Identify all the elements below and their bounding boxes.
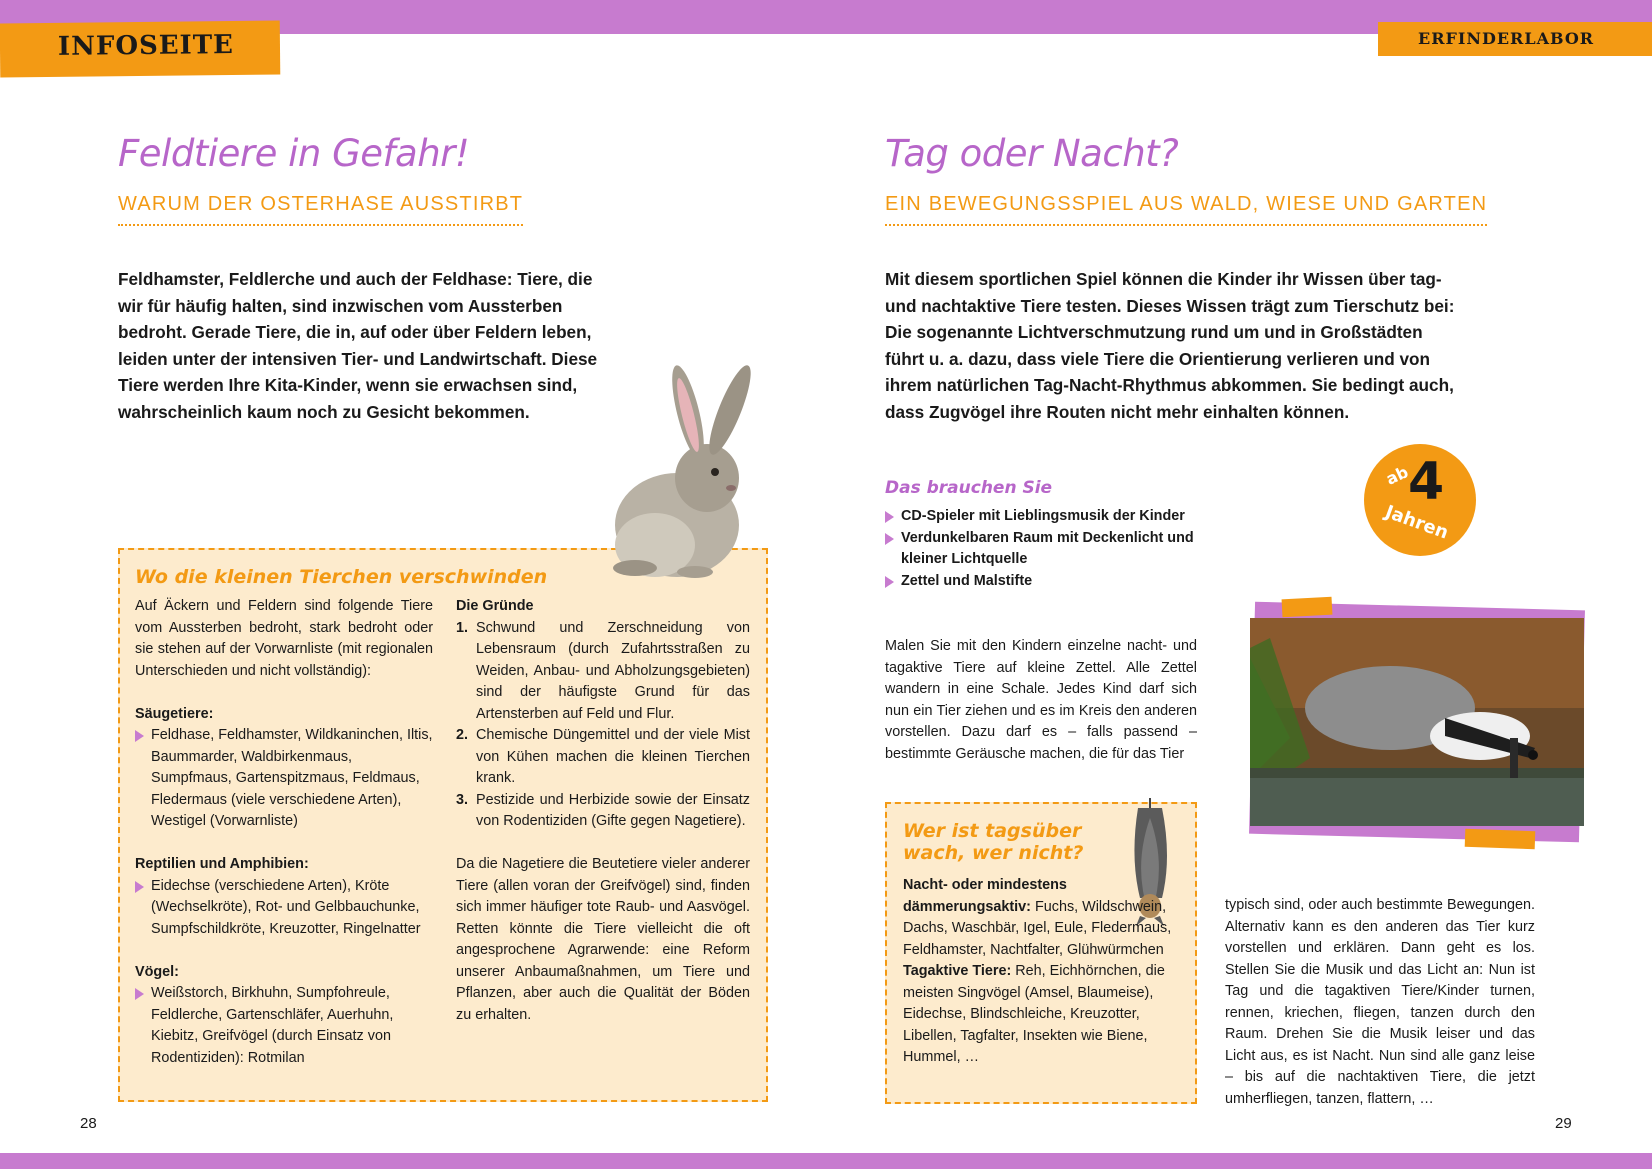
left-intro-line: bedroht. Gerade Tiere, die in, auf oder über Feldern leben, [118,322,592,342]
reason-item [456,725,750,790]
left-intro-line: wir für häufig halten, sind inzwischen vom Aussterben [118,295,563,316]
info-box-right-title-line: Wer ist tagsüber [903,820,1082,842]
right-intro-line: und nachtaktive Tiere testen. Dieses Wissen trägt zum Tierschutz bei: [885,295,1455,316]
group-heading-reptilien: Reptilien und Amphibien: [135,856,309,872]
info-box-left-col2 [456,596,750,1026]
section-tag-right-label: ERFINDERLABOR [1418,29,1595,48]
age-prefix: ab [1383,462,1412,489]
reason-number: 3. [456,791,469,808]
bullet-arrow-icon [885,511,894,523]
left-page-subtitle: WARUM DER OSTERHASE AUSSTIRBT [118,193,523,226]
right-page-title: Tag oder Nacht? [885,132,1179,175]
needs-item [885,571,1205,593]
needs-item-text: Verdunkelbaren Raum mit Deckenlicht und kleiner Lichtquelle [901,529,1194,567]
needs-item [885,506,1205,528]
group-text: Feldhase, Feldhamster, Wildkaninchen, Iltis, Baummarder, Waldbirkenmaus, Sumpfmaus, Gartenspitzmaus, Feldmaus, Fledermaus (viele verschiedene Arten), Westigel (Vorwarnliste) [151,727,433,829]
reason-number: 2. [456,727,469,743]
info-box-intro: Auf Äckern und Feldern sind folgende Tiere vom Aussterben bedroht, stark bedroht oder sie stehen auf der Vorwarnliste (mit regionalen Unterschieden und nicht vollständig): [135,598,433,679]
left-page-title: Feldtiere in Gefahr! [118,132,470,175]
needs-item-text: CD-Spieler mit Lieblingsmusik der Kinder [901,508,1185,524]
info-box-left-title: Wo die kleinen Tierchen verschwinden [135,566,548,588]
list-item [135,725,433,833]
tape-top [1282,597,1333,618]
page-number-left: 28 [80,1115,97,1132]
list-item [135,983,433,1069]
needs-item [885,528,1205,571]
reason-text: Schwund und Zerschneidung von Lebensraum (durch Zufahrtsstraßen zu Weiden, Anbau- und Abholzungsgebieten) sind der häufigste Grund für das Artensterben auf Feld und Flur. [476,619,750,722]
right-intro-line: Die sogenannte Lichtverschmutzung rund um und in Großstädten [885,322,1423,342]
right-intro-line: dass Zugvögel ihre Routen nicht mehr einhalten können. [885,401,1350,422]
badger-photo [1250,618,1584,826]
right-intro-line: führt u. a. dazu, dass viele Tiere die Orientierung verlieren und von [885,348,1431,369]
night-text: Fuchs, Wildschwein, Dachs, Waschbär, Igel, Eule, Fledermaus, Feldhamster, Nachtfalter, Glühwürmchen [903,898,1172,958]
group-text: Eidechse (verschiedene Arten), Kröte (Wechselkröte), Rot- und Gelbbauchunke, Sumpfschildkröte, Kreuzotter, Ringelnatter [151,877,421,937]
tape-bottom [1465,829,1536,849]
age-badge [1364,444,1476,556]
bullet-arrow-icon [885,533,894,545]
reason-number: 1. [456,619,469,636]
left-intro-line: Tiere werden Ihre Kita-Kinder, wenn sie erwachsen sind, [118,375,578,395]
list-item [135,876,433,941]
reason-item [456,790,750,833]
left-intro-line: Feldhamster, Feldlerche und auch der Feldhase: Tiere, die [118,269,593,289]
right-page-subtitle: EIN BEWEGUNGSSPIEL AUS WALD, WIESE UND GARTEN [885,193,1487,226]
left-intro-line: leiden unter der intensiven Tier- und Landwirtschaft. Diese [118,348,598,369]
info-box-right-title-line: wach, wer nicht? [903,842,1084,864]
group-text: Weißstorch, Birkhuhn, Sumpfohreule, Feldlerche, Gartenschläfer, Auerhuhn, Kiebitz, Greifvögel (durch Einsatz von Rodentiziden): Rotmilan [151,985,394,1066]
age-number: 4 [1408,452,1445,512]
right-intro [885,266,1485,425]
bullet-arrow-icon [885,576,894,588]
group-heading-voegel: Vögel: [135,963,179,980]
group-heading-saeugetiere: Säugetiere: [135,705,214,722]
age-suffix: Jahren [1382,501,1452,544]
section-tag-right [1378,22,1652,56]
rabbit-illustration [565,360,775,585]
page-number-right: 29 [1555,1115,1572,1132]
bullet-arrow-icon [135,730,144,742]
needs-item-text: Zettel und Malstifte [901,572,1033,589]
reasons-closing: Da die Nagetiere die Beutetiere vieler anderer Tiere (allen voran der Greifvögel) sind, finden sich immer häufiger tote Raub- und Aasvögel. Retten könnte die Tiere vielleicht die oft angesprochene Agrarwende: eine Reform unserer Anbaumaßnahmen, um Tiere und Pflanzen, aber auch die Qualität der Böden zu erhalten. [456,856,750,1023]
day-heading: Tagaktive Tiere: [903,963,1012,979]
info-box-right-title [903,820,1083,864]
bullet-arrow-icon [135,881,144,893]
section-tag-left-label: INFOSEITE [57,30,235,62]
bullet-arrow-icon [135,988,144,1000]
bottom-purple-bar [0,1153,1652,1169]
reason-item [456,618,750,726]
body-text-left: Malen Sie mit den Kindern einzelne nacht- und tagaktive Tiere auf kleine Zettel. Alle Zettel wandern in eine Schale. Jedes Kind darf sich nun ein Tier ziehen und es im Kreis den anderen vorstellen. Dazu darf es – falls passend – bestimmte Geräusche machen, die für das Tier [885,638,1197,762]
day-text: Reh, Eichhörnchen, die meisten Singvögel (Amsel, Blaumeise), Eidechse, Blindschleiche, Kreuzotter, Libellen, Tagfalter, Insekten wie Biene, Hummel, … [903,963,1165,1065]
reasons-heading: Die Gründe [456,598,534,614]
right-intro-line: ihrem natürlichen Tag-Nacht-Rhythmus abkommen. Sie bedingt auch, [885,375,1454,395]
left-intro [118,266,638,425]
body-text-right: typisch sind, oder auch bestimmte Bewegungen. Alternativ kann es den anderen das Tier kurz vorstellen und erklären. Dann geht es los. Stellen Sie die Musik und das Licht an: Nun ist Tag und die tagaktiven Tiere/Kinder turnen, rennen, kriechen, fliegen, tanzen durch den Raum. Drehen Sie die Musik leiser und das Licht aus, es ist Nacht. Nun sind alle ganz leise – bis auf die nachtaktiven Tiere, die jetzt umherfliegen, tanzen, flattern, … [1225,897,1535,1107]
info-box-right-body [903,875,1183,1069]
needs-list [885,506,1205,592]
night-heading: Nacht- oder mindestens dämmerungsaktiv: [903,877,1067,915]
section-tag-left [0,21,280,78]
info-box-left-col1 [135,596,433,1069]
reason-text: Pestizide und Herbizide sowie der Einsatz von Rodentiziden (Gifte gegen Nagetiere). [476,791,750,829]
needs-title: Das brauchen Sie [885,478,1053,498]
reason-text: Chemische Düngemittel und der viele Mist von Kühen machen die kleinen Tierchen krank. [476,727,750,786]
left-intro-line: wahrscheinlich kaum noch zu Gesicht bekommen. [118,401,530,422]
right-intro-line: Mit diesem sportlichen Spiel können die Kinder ihr Wissen über tag- [885,269,1442,289]
